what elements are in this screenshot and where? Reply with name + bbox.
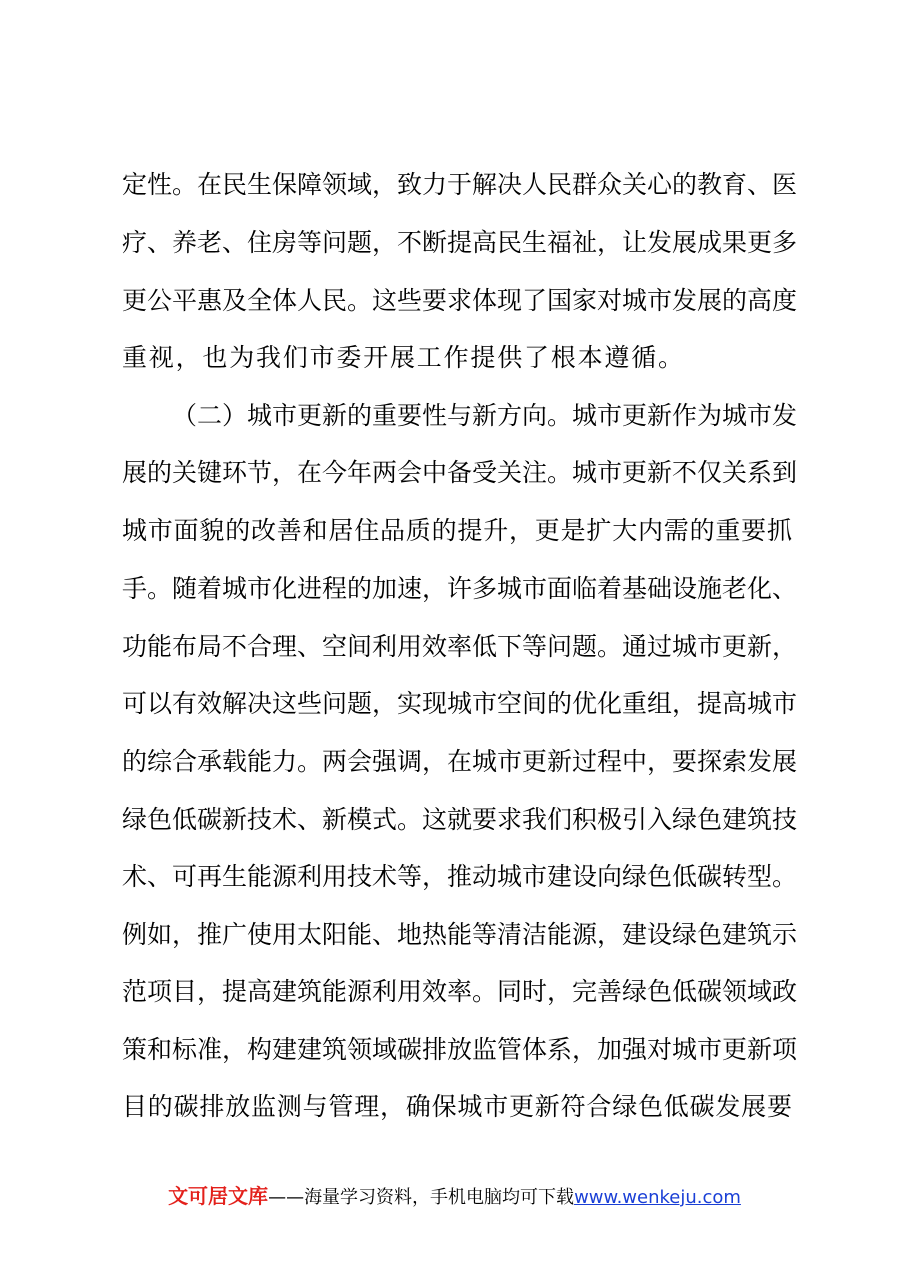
body-text-line: 功能布局不合理、空间利用效率低下等问题。通过城市更新， (122, 632, 798, 661)
body-text-line: 例如，推广使用太阳能、地热能等清洁能源，建设绿色建筑示 (122, 920, 798, 949)
website-link[interactable]: www.wenkeju.com (574, 1187, 741, 1208)
body-text-line: 术、可再生能源利用技术等，推动城市建设向绿色低碳转型。 (122, 862, 798, 891)
body-text-line: 手。随着城市化进程的加速，许多城市面临着基础设施老化、 (122, 574, 798, 603)
section-heading-line: （二）城市更新的重要性与新方向。城市更新作为城市发 (172, 401, 798, 430)
body-text-line: 策和标准，构建建筑领域碳排放监管体系，加强对城市更新项 (122, 1035, 798, 1064)
body-text-line: 疗、养老、住房等问题，不断提高民生福祉，让发展成果更多 (122, 228, 798, 257)
body-text-line: 绿色低碳新技术、新模式。这就要求我们积极引入绿色建筑技 (122, 805, 798, 834)
brand-name: 文可居文库 (168, 1184, 269, 1208)
body-text-line: 定性。在民生保障领域，致力于解决人民群众关心的教育、医 (122, 170, 798, 199)
body-text-line: 范项目，提高建筑能源利用效率。同时，完善绿色低碳领域政 (122, 977, 798, 1006)
body-text-line: 城市面貌的改善和居住品质的提升，更是扩大内需的重要抓 (122, 516, 792, 545)
page-footer (0, 1184, 909, 1210)
body-text-line: 可以有效解决这些问题，实现城市空间的优化重组，提高城市 (122, 689, 798, 718)
body-text-line: 的综合承载能力。两会强调，在城市更新过程中，要探索发展 (122, 747, 798, 776)
body-text-line: 更公平惠及全体人民。这些要求体现了国家对城市发展的高度 (122, 286, 798, 315)
footer-description: ——海量学习资料，手机电脑均可下载 (268, 1187, 575, 1208)
body-text-line: 目的碳排放监测与管理，确保城市更新符合绿色低碳发展要 (122, 1092, 792, 1121)
body-text-line: 展的关键环节，在今年两会中备受关注。城市更新不仅关系到 (122, 458, 798, 487)
body-text-line: 重视，也为我们市委开展工作提供了根本遵循。 (122, 343, 685, 372)
